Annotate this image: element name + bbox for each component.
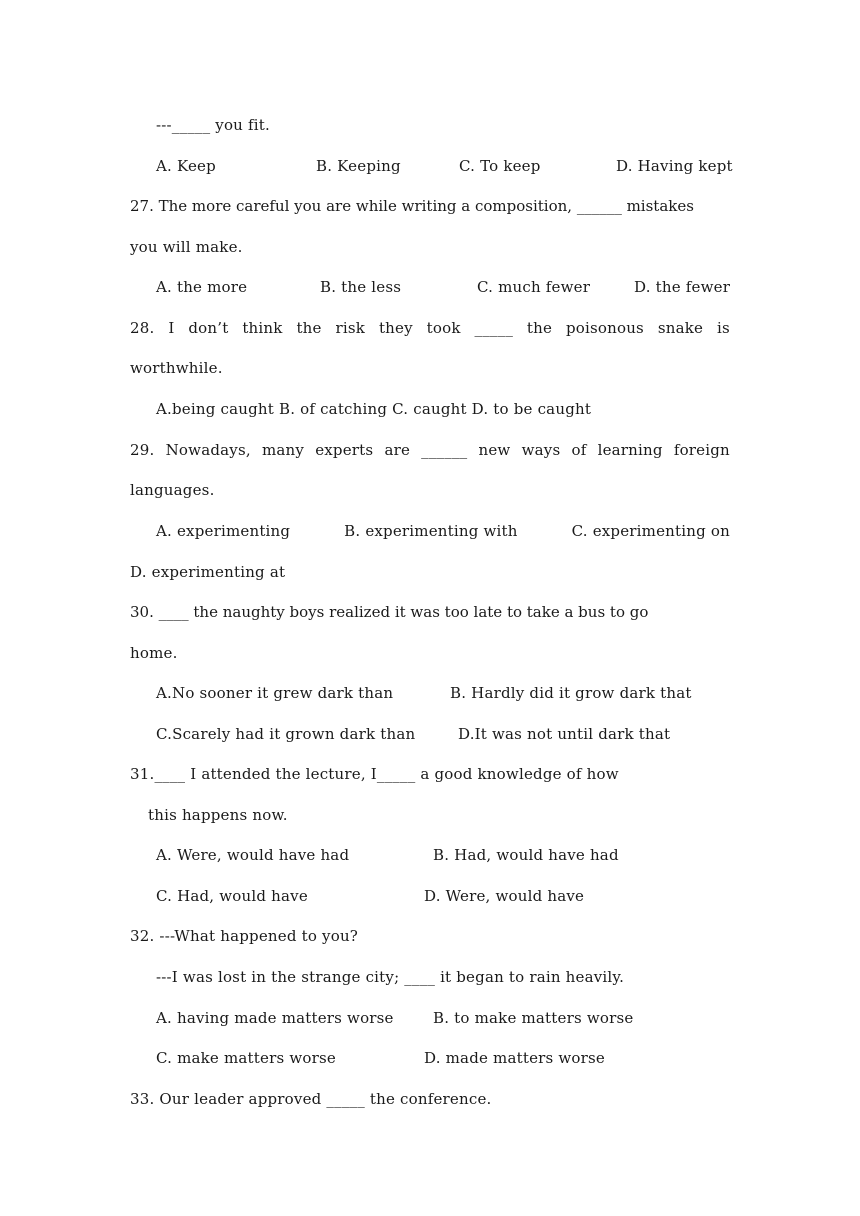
q28-word: don’t [188, 319, 229, 337]
q29-word: of [571, 441, 587, 459]
q29-stem-line1 [130, 440, 730, 460]
q28-word: poisonous [565, 319, 644, 337]
q32-option-b: B. to make matters worse [433, 1009, 634, 1027]
q28-word: took [426, 319, 461, 337]
q28-word: snake [657, 319, 704, 337]
q29-options-line1 [156, 521, 730, 541]
q32-option-c: C. make matters worse [156, 1049, 336, 1067]
q29-word: new [478, 441, 511, 459]
q29-blank: ______ [421, 441, 468, 459]
q29-stem-line2: languages. [130, 481, 215, 499]
q29-option-b: B. experimenting with [344, 522, 518, 540]
q31-option-a: A. Were, would have had [156, 846, 350, 864]
q29-options-line2: D. experimenting at [130, 563, 286, 581]
q26-answer-line: ---_____ you fit. [156, 116, 270, 134]
q28-word: risk [335, 319, 366, 337]
q27-option-c: C. much fewer [477, 278, 591, 296]
q31-option-c: C. Had, would have [156, 887, 308, 905]
q29-word: ways [521, 441, 561, 459]
q30-option-d: D.It was not until dark that [458, 725, 671, 743]
q32-option-a: A. having made matters worse [156, 1009, 394, 1027]
q27-option-a: A. the more [156, 278, 248, 296]
q26-option-d: D. Having kept [616, 157, 733, 175]
q28-stem-line2: worthwhile. [130, 359, 223, 377]
q28-stem-line1 [130, 318, 730, 338]
q30-stem-line1: 30. ____ the naughty boys realized it was too late to take a bus to go [130, 603, 649, 621]
q29-word: 29. [130, 441, 155, 459]
q28-word: I [168, 319, 175, 337]
q29-option-c: C. experimenting on [571, 522, 730, 540]
q26-option-a: A. Keep [156, 157, 216, 175]
q30-option-b: B. Hardly did it grow dark that [450, 684, 692, 702]
q28-options: A.being caught B. of catching C. caught D. to be caught [156, 400, 592, 418]
q29-option-a: A. experimenting [156, 522, 291, 540]
q29-word: many [261, 441, 305, 459]
q28-word: think [242, 319, 283, 337]
q31-option-d: D. Were, would have [424, 887, 585, 905]
q26-option-b: B. Keeping [316, 157, 401, 175]
q27-stem-line1: 27. The more careful you are while writing a composition, ______ mistakes [130, 197, 694, 215]
q29-word: experts [315, 441, 374, 459]
q31-option-b: B. Had, would have had [433, 846, 619, 864]
q33-stem-line1: 33. Our leader approved _____ the conference. [130, 1090, 492, 1108]
q26-option-c: C. To keep [459, 157, 541, 175]
q32-stem-line1: 32. ---What happened to you? [130, 927, 359, 945]
q30-option-a: A.No sooner it grew dark than [156, 684, 394, 702]
q29-word: are [384, 441, 411, 459]
q28-word: the [526, 319, 553, 337]
q27-stem-line2: you will make. [130, 238, 243, 256]
q31-stem-line2: this happens now. [148, 806, 288, 824]
q27-option-b: B. the less [320, 278, 402, 296]
q29-word: learning [597, 441, 663, 459]
q28-word: the [296, 319, 322, 337]
q28-blank: _____ [474, 319, 514, 337]
q29-word: Nowadays, [165, 441, 251, 459]
q31-stem-line1: 31.____ I attended the lecture, I_____ a good knowledge of how [130, 765, 619, 783]
q29-word: foreign [673, 441, 730, 459]
q28-word: they [378, 319, 413, 337]
q30-stem-line2: home. [130, 644, 178, 662]
q28-word: is [716, 319, 730, 337]
q32-stem-line2: ---I was lost in the strange city; ____ it began to rain heavily. [156, 968, 625, 986]
q32-option-d: D. made matters worse [424, 1049, 605, 1067]
q30-option-c: C.Scarely had it grown dark than [156, 725, 416, 743]
q28-word: 28. [130, 319, 155, 337]
q27-option-d: D. the fewer [634, 278, 731, 296]
